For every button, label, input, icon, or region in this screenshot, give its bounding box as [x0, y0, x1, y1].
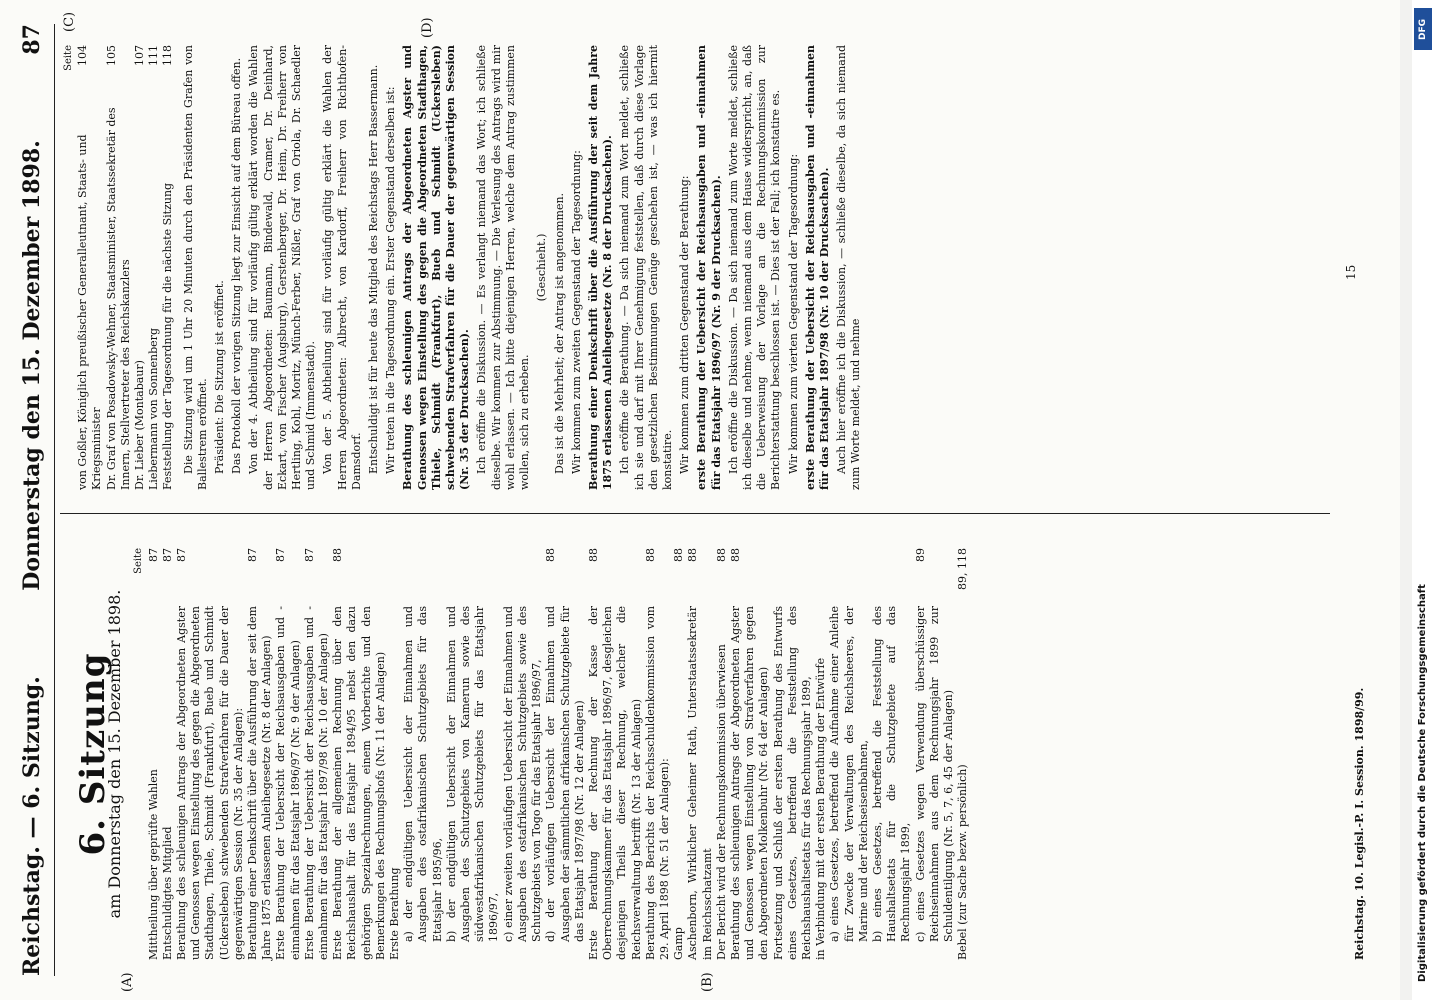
- toc-entry-page: 88: [686, 548, 700, 562]
- toc-entry-page: 89: [913, 548, 927, 562]
- toc-entry-page: 87: [246, 548, 260, 562]
- speaker-entry: [133, 45, 147, 490]
- minutes-paragraph: Auch hier eröffne ich die Diskussion, — schließe dieselbe, da sich niemand zum Worte meldet, und nehme: [835, 45, 863, 490]
- toc-entry-text: Berathung des schleunigen Antrags der Abgeordneten Agster und Genossen wegen Einstellung von Strafverfahren gegen den Abgeordneten Molkenbuhr (Nr. 64 der Anlagen): [728, 606, 771, 960]
- margin-marker-d: (D): [420, 17, 435, 38]
- minutes-paragraph: Ich eröffne die Berathung. — Da sich niemand zum Wort meldet, schließe ich sie und darf mit Ihrer Genehmigung feststellen, daß durch diese Vorlage den gesetzlichen Bestimmungen Genüge geschehen ist, — was ich hiermit konstatire.: [618, 45, 674, 490]
- agenda-item-heading: erste Berathung der Uebersicht der Reichsausgaben und -einnahmen für das Etatsjahr 1896/97 (Nr. 9 der Drucksachen).: [695, 45, 723, 490]
- session-title: 6. Sitzung: [73, 652, 113, 856]
- toc-entry-text: a) eines Gesetzes, betreffend die Aufnahme einer Anleihe für Zwecke der Verwaltungen des Reichsheeres, der Marine und der Reichseisenbahnen,: [828, 606, 870, 942]
- toc-entry: [871, 548, 914, 960]
- seite-label: Seite: [133, 548, 145, 574]
- toc-entry-text: in Verbindung mit der ersten Berathung der Entwürfe: [814, 657, 828, 960]
- toc-entry: [402, 548, 445, 960]
- toc-entry: [388, 548, 402, 960]
- toc-entry-text: c) eines Gesetzes wegen Verwendung überschüssiger Reichseinnahmen aus dem Rechnungsjahr 1899 zur Schuldentilgung (Nr. 5, 7, 6, 45 der Anlagen): [913, 606, 955, 942]
- speaker-entry-text: Dr. Graf von Posadowsky-Wehner, Staatsminister, Staatssekretär des Innern, Stellvertreter des Reichskanzlers: [104, 107, 132, 490]
- toc-entry-text: Der Bericht wird der Rechnungskommission überwiesen: [714, 644, 728, 960]
- toc-entry-text: Berathung des schleunigen Antrags der Abgeordneten Agster und Genossen wegen Einstellung des gegen die Abgeordneten Stadthagen, Thiele, Schmidt (Frankfurt), Bueb und Schmidt (Uckersleben) schwebenden Strafverfahren für die Dauer der gegenwärtigen Session (Nr. 35 der Anlagen):: [175, 606, 245, 960]
- margin-marker-a: (A): [120, 972, 135, 992]
- toc-entry: [715, 548, 729, 960]
- toc-entry: [161, 548, 175, 960]
- minutes-paragraph: Wir treten in die Tagesordnung ein. Erster Gegenstand derselben ist:: [384, 86, 398, 474]
- header-page-number: 87: [19, 24, 45, 55]
- speaker-entry-text: Liebermann von Sonnenberg: [147, 328, 161, 490]
- toc-entry-page: 88: [331, 548, 345, 562]
- toc-entry-page: 87: [274, 548, 288, 562]
- session-subtitle: am Donnerstag den 15. Dezember 1898.: [105, 589, 125, 919]
- toc-entry: [956, 548, 970, 960]
- speaker-entry: [105, 45, 133, 490]
- toc-entry-page: 87: [302, 548, 316, 562]
- toc-entry-text: Erste Berathung der Uebersicht der Reichsausgaben und -einnahmen für das Etatsjahr 1897/98 (Nr. 10 der Anlagen): [302, 606, 331, 960]
- toc-entry: [147, 548, 161, 960]
- digitization-credit-strip: [1412, 0, 1434, 1000]
- toc-entry-text: d) der vorläufigen Uebersicht der Einnahmen und Ausgaben der sämmtlichen afrikanischen Schutzgebiete für das Etatsjahr 1897/98 (Nr. 12 der Anlagen): [544, 606, 586, 942]
- toc-entry-page: 88: [728, 548, 742, 562]
- toc-entry-text: Fortsetzung und Schluß der ersten Berathung des Entwurfs eines Gesetzes, betreffend die Feststellung des Reichshaushaltsetats für das Rechnungsjahr 1899,: [771, 606, 813, 960]
- toc-entry-text: Gamp: [672, 927, 686, 960]
- toc-entry-page: 88: [672, 548, 686, 562]
- minutes-paragraph: Wir kommen zum dritten Gegenstand der Berathung:: [678, 175, 692, 474]
- toc-entry-text: b) der endgültigen Uebersicht der Einnahmen und Ausgaben des Schutzgebiets von Kamerun sowie des südwestafrikanischen Schutzgebiets für das Etatsjahr 1896/97,: [444, 606, 501, 942]
- toc-entry: [303, 548, 331, 960]
- seite-label-right: Seite: [63, 45, 74, 71]
- speaker-list: [76, 45, 175, 490]
- toc-entry: [587, 548, 644, 960]
- toc-entry-page: 88: [544, 548, 558, 562]
- minutes-paragraph: Von der 4. Abtheilung sind für vorläufig gültig erklärt worden die Wahlen der Herren Abgeordneten: Baumann, Bindewald, Cramer, Dr. Deinhard, Eckart, von Fischer (Augsburg), Gerstenberger, Dr. Heim, Dr. Freiherr von Hertling, Kohl, Moritz, Münch-Ferber, Nißler, Graf von Oriola, Dr. Schaedler und Schmid (Immenstadt).: [247, 45, 318, 490]
- minutes-paragraph: Die Sitzung wird um 1 Uhr 20 Minuten durch den Präsidenten Grafen von Ballestrem eröffnet.: [181, 45, 209, 490]
- toc-entry-text: Aschenborn, Wirklicher Geheimer Rath, Unterstaatssekretär im Reichsschatzamt: [686, 606, 714, 960]
- toc-entry: [914, 548, 957, 960]
- agenda-item-heading: erste Berathung der Uebersicht der Reichsausgaben und -einnahmen für das Etatsjahr 1897/98 (Nr. 10 der Drucksachen).: [803, 45, 831, 490]
- toc-entry-text: Erste Berathung: [388, 867, 402, 960]
- page-bottom-number: 15: [1344, 264, 1358, 280]
- speaker-entry-page: 104: [76, 45, 90, 66]
- toc-entry: [644, 548, 672, 960]
- speaker-entry: [76, 45, 104, 490]
- toc-entry: [502, 548, 545, 960]
- speaker-entry-text: von Goßler, Königlich preußischer Generalleutnant, Staats- und Kriegsminister: [76, 134, 104, 490]
- speaker-entry-text: Dr. Lieber (Montabaur): [133, 360, 147, 490]
- minutes-paragraph: Entschuldigt ist für heute das Mitglied des Reichstags Herr Bassermann.: [367, 64, 381, 474]
- footer-legislature: Reichstag. 10. Legisl.-P. I. Session. 1898/99.: [1353, 687, 1366, 960]
- minutes-paragraph: Wir kommen zum vierten Gegenstand der Tagesordnung:: [786, 153, 800, 474]
- toc-entry-page: 88: [714, 548, 728, 562]
- minutes-paragraph: Präsident: Die Sitzung ist eröffnet.: [213, 280, 227, 474]
- minutes-paragraph: Das ist die Mehrheit; der Antrag ist angenommen.: [552, 192, 566, 474]
- toc-entry: [686, 548, 714, 960]
- minutes-paragraph: Das Protokoll der vorigen Sitzung liegt zur Einsicht auf dem Büreau offen.: [230, 57, 244, 474]
- toc-entry: [729, 548, 772, 960]
- speaker-entry: [147, 45, 161, 490]
- margin-marker-c: (C): [62, 11, 77, 32]
- speaker-entry: [161, 45, 175, 490]
- left-column: [62, 548, 970, 960]
- toc-entry: [544, 548, 587, 960]
- toc-entry-text: Entschuldigtes Mitglied: [160, 826, 174, 960]
- right-column: [62, 45, 867, 490]
- toc-entry-text: Berathung einer Denkschrift über die Ausführung der seit dem Jahre 1875 erlassenen Anleihegesetze (Nr. 8 der Anlagen): [246, 606, 274, 960]
- minutes-text: [182, 45, 864, 490]
- minutes-paragraph: (Geschieht.): [535, 233, 549, 302]
- toc-entry: [445, 548, 502, 960]
- column-divider: [60, 513, 1330, 514]
- toc-entry-text: Erste Berathung der allgemeinen Rechnung über den Reichshaushalt für das Etatsjahr 1894/95 nebst den dazu gehörigen Spezialrechnungen, einem Vorberichte und den Bemerkungen des Rechnungshofs (Nr. 11 der Anlagen): [331, 606, 387, 960]
- minutes-paragraph: Von der 5. Abtheilung sind für vorläufig gültig erklärt die Wahlen der Herren Abgeordneten: Albrecht, von Kardorff, Freiherr von Richthofen-Damsdorf.: [321, 45, 363, 490]
- speaker-entry-page: 105: [104, 45, 118, 66]
- digitization-credit: Digitalisierung gefördert durch die Deutsche Forschungsgemeinschaft: [1417, 584, 1428, 982]
- toc-entry-page: 87: [146, 548, 160, 562]
- toc-entry-text: Bebel (zur Sache bezw. persönlich): [956, 764, 970, 960]
- toc-entry: [274, 548, 302, 960]
- toc-entry-text: Erste Berathung der Uebersicht der Reichsausgaben und -einnahmen für das Etatsjahr 1896/97 (Nr. 9 der Anlagen): [274, 606, 302, 960]
- toc-entry-text: c) einer zweiten vorläufigen Uebersicht der Einnahmen und Ausgaben des ostafrikanischen Schutzgebiets sowie des Schutzgebiets von Togo für das Etatsjahr 1896/97,: [501, 606, 544, 942]
- table-of-contents: [147, 548, 971, 960]
- dfg-logo: DFG: [1414, 8, 1432, 50]
- toc-entry-text: a) der endgültigen Uebersicht der Einnahmen und Ausgaben des ostafrikanischen Schutzgebiets für das Etatsjahr 1895/96,: [402, 606, 444, 942]
- speaker-entry-page: 118: [161, 45, 175, 66]
- toc-entry-text: Berathung des Berichts der Reichsschuldenkommission vom 29. April 1898 (Nr. 51 der Anlagen):: [643, 606, 671, 960]
- speaker-entry-page: 107: [133, 45, 147, 66]
- toc-entry: [814, 548, 828, 960]
- agenda-item-heading: Berathung des schleunigen Antrags der Abgeordneten Agster und Genossen wegen Einstellung des gegen die Abgeordneten Stadthagen, Thiele, Schmidt (Frankfurt), Bueb und Schmidt (Uckersleben) schwebenden Strafverfahren für die Dauer der gegenwärtigen Session (Nr. 35 der Drucksachen).: [401, 45, 472, 490]
- toc-entry: [828, 548, 871, 960]
- toc-entry: [246, 548, 274, 960]
- page-header: [10, 24, 55, 976]
- toc-entry: [331, 548, 388, 960]
- toc-entry-page: 88: [586, 548, 600, 562]
- agenda-item-heading: Berathung einer Denkschrift über die Ausführung der seit dem Jahre 1875 erlassenen Anleihegesetze (Nr. 8 der Drucksachen).: [586, 45, 615, 490]
- speaker-entry-page: 111: [147, 45, 161, 66]
- toc-entry: [772, 548, 815, 960]
- header-date: Donnerstag den 15. Dezember 1898.: [19, 140, 45, 591]
- toc-entry-text: Mittheilung über geprüfte Wahlen: [146, 769, 160, 960]
- minutes-paragraph: Ich eröffne die Diskussion. — Es verlangt niemand das Wort; ich schließe dieselbe. Wir kommen zur Abstimmung. — Die Verlesung des Antrags wird mir wohl erlassen. — Ich bitte diejenigen Herren, welche dem Antrag zustimmen wollen, sich zu erheben.: [475, 45, 532, 490]
- minutes-paragraph: Wir kommen zum zweiten Gegenstand der Tagesordnung:: [569, 150, 583, 474]
- minutes-paragraph: Ich eröffne die Diskussion. — Da sich niemand zum Worte meldet, schließe ich dieselbe und nehme, wenn niemand aus dem Hause widerspricht, an, daß die Ueberweisung der Vorlage an die Rechnungskommission zur Berichterstattung beschlossen ist. — Dies ist der Fall; ich konstatire es.: [726, 45, 783, 490]
- toc-entry-page: 88: [643, 548, 657, 562]
- header-left: Reichstag. — 6. Sitzung.: [19, 676, 45, 976]
- toc-entry-page: 89, 118: [956, 548, 970, 590]
- toc-entry-text: Erste Berathung der Rechnung der Kasse der Oberrechnungskammer für das Etatsjahr 1896/97, desgleichen desjenigen Theils dieser Rechnung, welcher die Reichsverwaltung betrifft (Nr. 13 der Anlagen): [586, 606, 643, 960]
- toc-entry-page: 87: [160, 548, 174, 562]
- toc-entry: [175, 548, 246, 960]
- speaker-entry-text: Feststellung der Tagesordnung für die nächste Sitzung: [161, 182, 175, 490]
- toc-entry-text: b) eines Gesetzes, betreffend die Feststellung des Haushaltsetats für die Schutzgebiete auf das Rechnungsjahr 1899,: [870, 606, 913, 942]
- toc-entry-page: 87: [175, 548, 189, 562]
- margin-marker-b: (B): [700, 972, 715, 992]
- toc-entry: [672, 548, 686, 960]
